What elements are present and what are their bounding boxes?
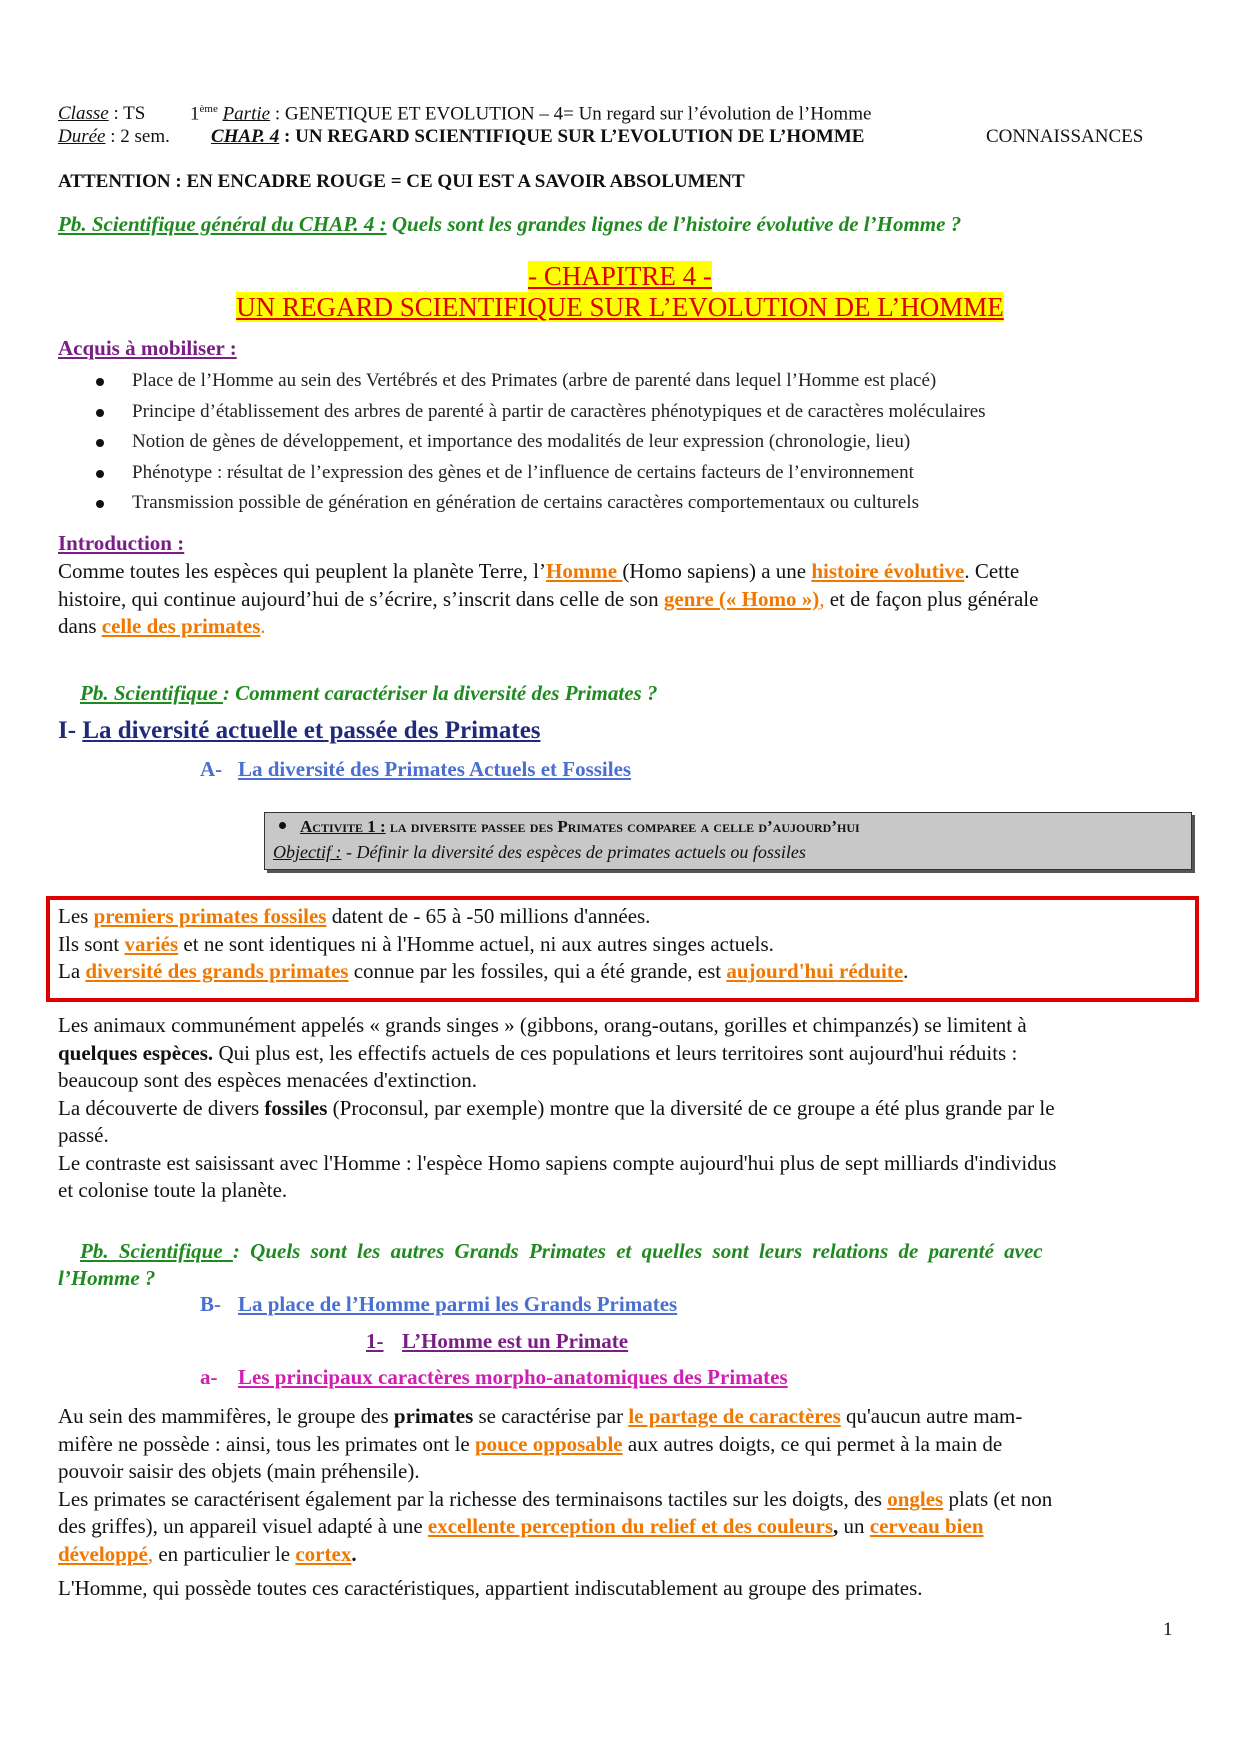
term-partage-caracteres: le partage de caractères: [628, 1404, 841, 1428]
pb1-text: : Comment caractériser la diversité des Primates ?: [222, 681, 658, 705]
activity-bullet: [279, 822, 286, 829]
objective-text: - Définir la diversité des espèces de primates actuels ou fossiles: [341, 842, 806, 862]
page-number: 1: [1163, 1619, 1173, 1640]
duree-label: Durée: [58, 126, 106, 147]
chap-label: CHAP. 4: [211, 126, 280, 147]
chap-value: : UN REGARD SCIENTIFIQUE SUR L’EVOLUTION DE L’HOMME: [279, 126, 865, 147]
para2-line-4: [58, 1486, 1052, 1514]
intro-text: et de façon plus générale: [824, 586, 1039, 611]
sub-b-num: B-: [200, 1292, 221, 1316]
redbox-text: Ils sont: [58, 931, 125, 956]
term-celle-des-primates: celle des primates: [101, 614, 261, 638]
classe-value: : TS: [108, 103, 146, 124]
sub-1-num: [366, 1329, 384, 1354]
chapter-line-2: UN REGARD SCIENTIFIQUE SUR L’EVOLUTION DE L’HOMME: [236, 292, 1004, 322]
sub-a-small-num: a-: [200, 1365, 218, 1389]
sub-a-small-heading: [238, 1365, 788, 1390]
pb2-line-1: [80, 1239, 1043, 1264]
acquis-list: [88, 366, 986, 519]
classe-label: Classe: [58, 103, 109, 124]
term-aujourdhui-reduite: aujourd'hui réduite: [726, 959, 904, 983]
list-item: Transmission possible de génération en génération de certains caractères comportementaux ou culturels: [88, 488, 986, 519]
redbox-text: datent de - 65 à -50 millions d'années.: [326, 904, 651, 928]
partie-line: [190, 103, 871, 125]
para1-line-5: passé.: [58, 1123, 109, 1147]
term-homme: Homme: [545, 559, 623, 583]
pb1-label: Pb. Scientifique: [80, 681, 223, 705]
activity-title: la diversite passee des Primates comparee a celle d’aujourd’hui: [385, 817, 860, 836]
objective-label: Objectif :: [273, 842, 342, 862]
para1-line-3: beaucoup sont des espèces menacées d'extinction.: [58, 1068, 477, 1092]
sub-a-small-title: Les principaux caractères morpho-anatomiques des Primates: [238, 1365, 788, 1389]
intro-text: . Cette: [964, 559, 1020, 583]
activity-title-line: [277, 817, 860, 837]
duree-line: [58, 126, 170, 148]
sub-a-title: La diversité des Primates Actuels et Fossiles: [238, 757, 632, 781]
list-item: Principe d’établissement des arbres de parenté à partir de caractères phénotypiques et de caractères moléculaires: [88, 397, 986, 428]
para2-text: qu'aucun autre mam-: [840, 1404, 1023, 1428]
para2-line-3: pouvoir saisir des objets (main préhensile).: [58, 1459, 420, 1483]
chap-line: [211, 126, 864, 148]
para1-line-2: [58, 1040, 1017, 1068]
para2-text: des griffes), un appareil visuel adapté à une: [58, 1514, 428, 1538]
para2-text: un: [838, 1514, 870, 1538]
para1-line-4: [58, 1095, 1055, 1123]
intro-text: dans: [58, 614, 102, 638]
section-1-heading: [58, 717, 541, 745]
term-premiers-primates-fossiles: premiers primates fossiles: [93, 904, 327, 928]
para2-text: plats (et non: [943, 1486, 1053, 1511]
para2-text: se caractérise par: [473, 1404, 629, 1428]
chapter-line-1: - CHAPITRE 4 -: [528, 261, 712, 291]
redbox-text: et ne sont identiques ni à l'Homme actuel, ni aux autres singes actuels.: [178, 931, 774, 956]
sub-b-heading: [238, 1292, 677, 1317]
intro-title-text: Introduction :: [58, 531, 185, 555]
pb1: [80, 681, 657, 706]
para2-text: ,: [833, 1514, 839, 1538]
redbox-line-1: [58, 903, 650, 931]
sub-1-num-text: 1-: [366, 1329, 384, 1353]
connaissances-label: CONNAISSANCES: [986, 126, 1144, 147]
para2-text: Au sein des mammifères, le groupe des: [58, 1404, 394, 1428]
term-cortex: cortex: [295, 1541, 352, 1566]
header-line-1: [58, 103, 145, 125]
partie-num: 1: [190, 103, 200, 125]
pb-general-label: Pb. Scientifique général du CHAP. 4 :: [58, 212, 387, 236]
pb-general-text: Quels sont les grandes lignes de l’histoire évolutive de l’Homme ?: [386, 212, 962, 236]
intro-text: ,: [819, 586, 825, 611]
sub-b-title: La place de l’Homme parmi les Grands Primates: [238, 1292, 678, 1316]
term-developpe: développé: [58, 1541, 148, 1566]
intro-line-3: [58, 613, 266, 641]
pb-general: [58, 212, 961, 237]
term-quelques-especes: quelques espèces.: [58, 1040, 214, 1065]
para1-text: Qui plus est, les effectifs actuels de ces populations et leurs territoires sont aujourd'hui réduits :: [213, 1040, 1018, 1065]
redbox-text: Les: [58, 904, 94, 928]
para2-line-5: [58, 1513, 984, 1541]
chapter-title-1: [0, 261, 1240, 292]
para2-text: aux autres doigts, ce qui permet à la main de: [622, 1431, 1003, 1456]
intro-text: histoire, qui continue aujourd’hui de s’écrire, s’inscrit dans celle de son: [58, 586, 664, 611]
para1-line-7: et colonise toute la planète.: [58, 1178, 288, 1202]
para2-text: Les primates se caractérisent également par la richesse des terminaisons tactiles sur les doigts, des: [58, 1486, 888, 1511]
para1-line-6: Le contraste est saisissant avec l'Homme : l'espèce Homo sapiens compte aujourd'hui plus de sept milliards d'individus: [58, 1150, 1057, 1175]
acquis-title: [58, 336, 237, 361]
para2-line-6: [58, 1541, 357, 1569]
pb2-label: Pb. Scientifique: [80, 1239, 233, 1263]
term-varies: variés: [124, 931, 179, 956]
section-1-title: La diversité actuelle et passée des Primates: [82, 717, 541, 744]
redbox-line-3: [58, 958, 908, 986]
activity-label: Activite 1 :: [300, 817, 386, 836]
sub-1-heading: [402, 1329, 628, 1354]
para2-text: .: [351, 1541, 357, 1566]
redbox-line-2: [58, 931, 774, 959]
sub-1-title: L’Homme est un Primate: [402, 1329, 629, 1353]
activity-objective: [273, 842, 806, 863]
term-pouce-opposable: pouce opposable: [475, 1431, 623, 1456]
term-perception-relief: excellente perception du relief et des couleurs: [427, 1514, 834, 1538]
intro-line-1: [58, 558, 1019, 586]
term-ongles: ongles: [887, 1486, 944, 1511]
redbox-text: connue par les fossiles, qui a été grande, est: [348, 959, 727, 983]
intro-text: (Homo sapiens) a une: [622, 559, 812, 583]
para1-line-1: Les animaux communément appelés « grands singes » (gibbons, orang-outans, gorilles et chimpanzés) se limitent à: [58, 1013, 1027, 1037]
term-primates: primates: [393, 1404, 474, 1428]
sub-a-num: A-: [200, 757, 223, 781]
sub-a-heading: [238, 757, 631, 782]
chapter-title-2: [0, 292, 1240, 323]
para2-text: mifère ne possède : ainsi, tous les primates ont le: [58, 1431, 475, 1456]
partie-value: : GENETIQUE ET EVOLUTION – 4= Un regard sur l’évolution de l’Homme: [270, 103, 872, 125]
term-diversite-grands-primates: diversité des grands primates: [85, 959, 349, 983]
term-cerveau-bien: cerveau bien: [869, 1514, 984, 1538]
para2-text: ,: [147, 1541, 154, 1566]
intro-text: .: [260, 614, 266, 638]
activity-box: [264, 812, 1192, 870]
intro-title: [58, 531, 184, 556]
attention-note: ATTENTION : EN ENCADRE ROUGE = CE QUI EST A SAVOIR ABSOLUMENT: [58, 171, 745, 192]
list-item: Phénotype : résultat de l’expression des gènes et de l’influence de certains facteurs de l’environnement: [88, 458, 986, 489]
para2-line-1: [58, 1403, 1022, 1431]
para1-text: La découverte de divers: [58, 1095, 265, 1120]
conclusion: L'Homme, qui possède toutes ces caractéristiques, appartient indiscutablement au groupe des primates.: [58, 1576, 923, 1600]
pb2-text-2: l’Homme ?: [58, 1266, 156, 1290]
term-genre-homo: genre (« Homo »): [663, 586, 820, 611]
redbox-text: .: [903, 959, 909, 983]
intro-line-2: [58, 586, 1038, 614]
term-histoire-evolutive: histoire évolutive: [811, 559, 965, 583]
pb2-text-1: : Quels sont les autres Grands Primates et quelles sont leurs relations de parenté avec: [232, 1239, 1043, 1263]
partie-sup: ème: [199, 103, 218, 115]
list-item: Notion de gènes de développement, et importance des modalités de leur expression (chronologie, lieu): [88, 427, 986, 458]
partie-label: Partie: [222, 103, 271, 125]
intro-text: Comme toutes les espèces qui peuplent la planète Terre, l’: [58, 559, 546, 583]
term-fossiles: fossiles: [264, 1095, 328, 1120]
list-item: Place de l’Homme au sein des Vertébrés et des Primates (arbre de parenté dans lequel l’Homme est placé): [88, 366, 986, 397]
acquis-title-text: Acquis à mobiliser :: [58, 336, 237, 360]
para1-text: (Proconsul, par exemple) montre que la diversité de ce groupe a été plus grande par le: [327, 1095, 1055, 1120]
duree-value: : 2 sem.: [105, 126, 170, 147]
para2-text: en particulier le: [153, 1541, 296, 1566]
para2-line-2: [58, 1431, 1002, 1459]
section-1-num: I-: [58, 717, 83, 744]
redbox-text: La: [58, 959, 86, 983]
